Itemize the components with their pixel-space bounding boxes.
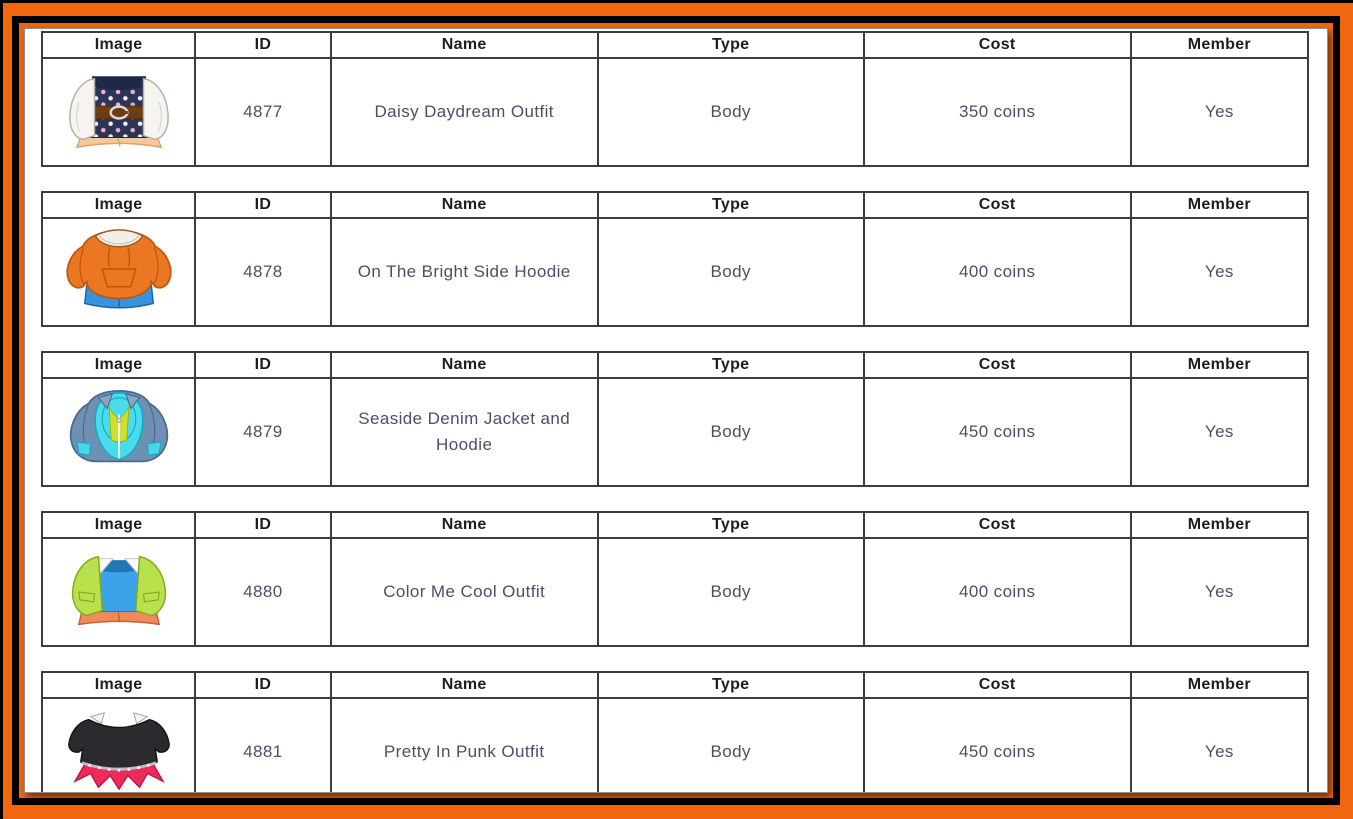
daisy-daydream-outfit-icon xyxy=(54,63,184,161)
item-cost-cell: 350 coins xyxy=(864,58,1131,166)
item-name-cell: Seaside Denim Jacket and Hoodie xyxy=(331,378,598,486)
item-name-cell: Daisy Daydream Outfit xyxy=(331,58,598,166)
column-header-cost: Cost xyxy=(864,32,1131,58)
item-row xyxy=(42,218,1308,326)
header-row xyxy=(42,352,1308,378)
column-header-type: Type xyxy=(598,672,864,698)
color-me-cool-outfit-image xyxy=(47,541,190,643)
column-header-id: ID xyxy=(195,32,330,58)
column-header-id: ID xyxy=(195,352,330,378)
column-header-cost: Cost xyxy=(864,352,1131,378)
outer-orange-frame xyxy=(3,3,1353,819)
color-me-cool-outfit-icon xyxy=(54,543,184,641)
column-header-image: Image xyxy=(42,192,195,218)
column-header-id: ID xyxy=(195,192,330,218)
column-header-id: ID xyxy=(195,512,330,538)
header-row xyxy=(42,512,1308,538)
item-table-4878 xyxy=(41,191,1309,327)
item-name-cell: Color Me Cool Outfit xyxy=(331,538,598,646)
item-type-cell: Body xyxy=(598,698,864,793)
column-header-member: Member xyxy=(1131,512,1308,538)
pretty-in-punk-outfit-icon xyxy=(54,703,184,793)
header-row xyxy=(42,32,1308,58)
item-cost-cell: 400 coins xyxy=(864,538,1131,646)
seaside-denim-jacket-image xyxy=(47,381,190,483)
column-header-id: ID xyxy=(195,672,330,698)
item-table-4879 xyxy=(41,351,1309,487)
item-image-cell xyxy=(42,538,195,646)
item-row xyxy=(42,378,1308,486)
item-image-cell xyxy=(42,378,195,486)
catalog-page xyxy=(24,28,1328,793)
item-member-cell: Yes xyxy=(1131,378,1308,486)
column-header-name: Name xyxy=(331,32,598,58)
column-header-member: Member xyxy=(1131,32,1308,58)
inner-orange-frame xyxy=(19,23,1333,798)
item-member-cell: Yes xyxy=(1131,698,1308,793)
column-header-member: Member xyxy=(1131,192,1308,218)
item-row xyxy=(42,58,1308,166)
item-id-cell: 4879 xyxy=(195,378,330,486)
column-header-name: Name xyxy=(331,512,598,538)
item-id-cell: 4881 xyxy=(195,698,330,793)
item-row xyxy=(42,698,1308,793)
item-table-4877 xyxy=(41,31,1309,167)
item-name-cell: Pretty In Punk Outfit xyxy=(331,698,598,793)
column-header-image: Image xyxy=(42,352,195,378)
item-table-4881 xyxy=(41,671,1309,793)
item-id-cell: 4878 xyxy=(195,218,330,326)
header-row xyxy=(42,672,1308,698)
on-the-bright-side-hoodie-icon xyxy=(54,223,184,321)
column-header-cost: Cost xyxy=(864,672,1131,698)
column-header-image: Image xyxy=(42,512,195,538)
column-header-cost: Cost xyxy=(864,512,1131,538)
column-header-type: Type xyxy=(598,32,864,58)
item-image-cell xyxy=(42,698,195,793)
item-image-cell xyxy=(42,58,195,166)
item-member-cell: Yes xyxy=(1131,218,1308,326)
item-type-cell: Body xyxy=(598,58,864,166)
column-header-type: Type xyxy=(598,512,864,538)
column-header-image: Image xyxy=(42,32,195,58)
column-header-type: Type xyxy=(598,192,864,218)
header-row xyxy=(42,192,1308,218)
item-cost-cell: 450 coins xyxy=(864,698,1131,793)
column-header-image: Image xyxy=(42,672,195,698)
item-id-cell: 4877 xyxy=(195,58,330,166)
item-row xyxy=(42,538,1308,646)
item-member-cell: Yes xyxy=(1131,538,1308,646)
item-table-4880 xyxy=(41,511,1309,647)
item-name-cell: On The Bright Side Hoodie xyxy=(331,218,598,326)
item-type-cell: Body xyxy=(598,538,864,646)
seaside-denim-jacket-icon xyxy=(54,383,184,481)
item-id-cell: 4880 xyxy=(195,538,330,646)
item-member-cell: Yes xyxy=(1131,58,1308,166)
item-image-cell xyxy=(42,218,195,326)
column-header-name: Name xyxy=(331,352,598,378)
column-header-member: Member xyxy=(1131,352,1308,378)
pretty-in-punk-outfit-image xyxy=(47,701,190,793)
column-header-member: Member xyxy=(1131,672,1308,698)
column-header-name: Name xyxy=(331,192,598,218)
item-cost-cell: 450 coins xyxy=(864,378,1131,486)
column-header-type: Type xyxy=(598,352,864,378)
column-header-name: Name xyxy=(331,672,598,698)
black-frame xyxy=(12,16,1340,805)
column-header-cost: Cost xyxy=(864,192,1131,218)
on-the-bright-side-hoodie-image xyxy=(47,221,190,323)
item-type-cell: Body xyxy=(598,378,864,486)
item-cost-cell: 400 coins xyxy=(864,218,1131,326)
daisy-daydream-outfit-image xyxy=(47,61,190,163)
item-type-cell: Body xyxy=(598,218,864,326)
